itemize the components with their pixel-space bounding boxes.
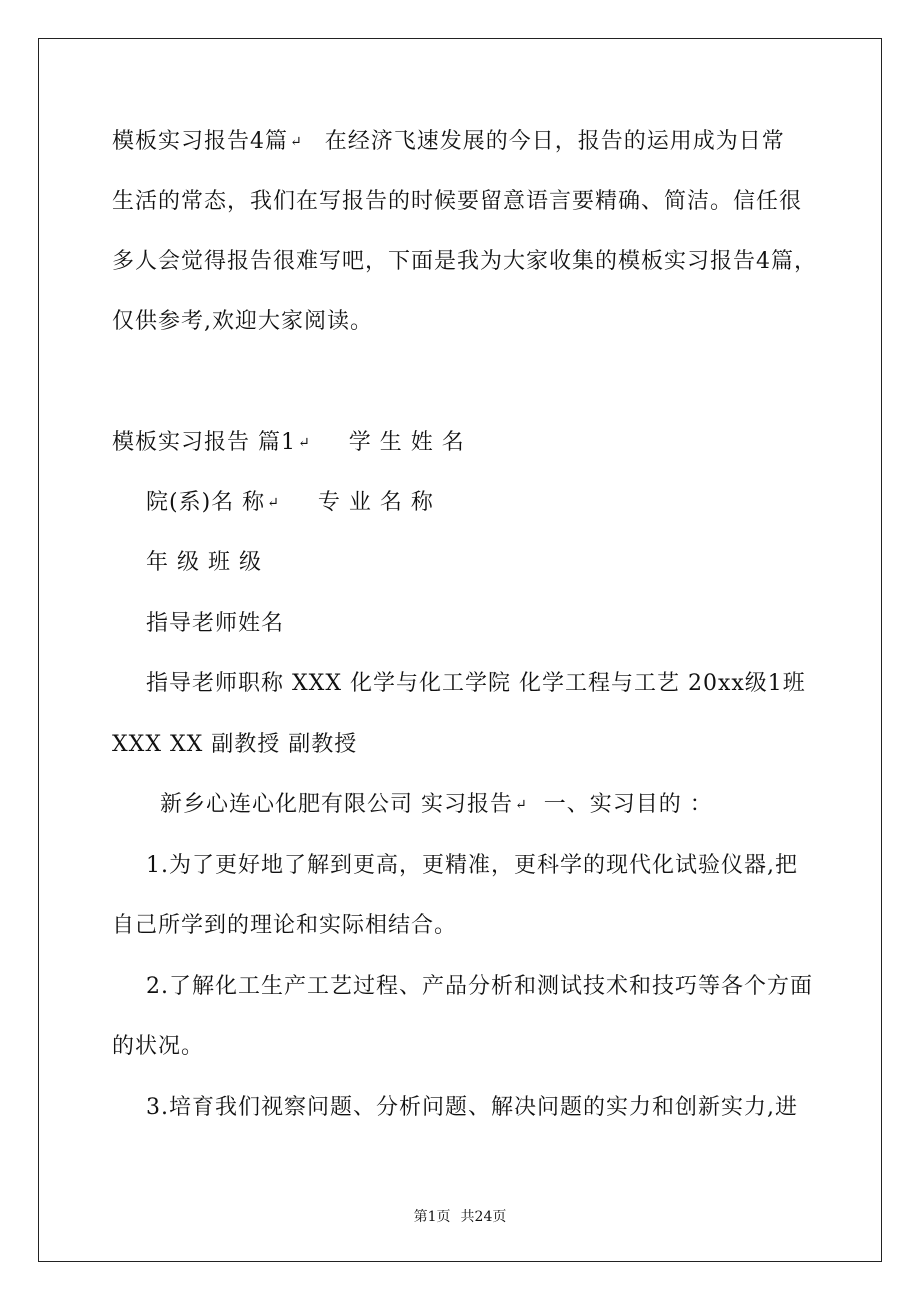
intro-line-3: 多人会觉得报告很难写吧，下面是我为大家收集的模板实习报告4篇， [112, 249, 817, 274]
paragraph-mark-icon: ↵ [515, 797, 528, 813]
paragraph-mark-icon: ↵ [267, 495, 280, 511]
item-3-line-1: 3.培育我们视察问题、分析问题、解决问题的实力和创新实力,进 [146, 1095, 798, 1120]
item-1-line-2: 自己所学到的理论和实际相结合。 [112, 913, 458, 938]
company-report: 新乡心连心化肥有限公司 实习报告 [160, 792, 513, 817]
document-title: 模板实习报告4篇 [112, 129, 288, 154]
section-heading-line [112, 428, 465, 458]
page-border [38, 38, 882, 1262]
page-number: 第1页 [413, 1209, 451, 1225]
page-footer [0, 1207, 920, 1227]
department-line [146, 488, 434, 518]
company-line [160, 790, 713, 820]
section-heading: 模板实习报告 篇1 [112, 430, 296, 455]
purpose-heading: 一、实习目的 ： [543, 792, 713, 817]
intro-line-1 [112, 127, 785, 157]
item-2-line-2: 的状况。 [112, 1034, 205, 1059]
field-grade-class: 年 级 班 级 [146, 550, 262, 575]
advisor-line-cont: XXX XX 副教授 副教授 [112, 732, 358, 757]
page-total: 共24页 [460, 1209, 507, 1225]
field-advisor-name: 指导老师姓名 [146, 611, 285, 636]
item-1-line-1: 1.为了更好地了解到更高，更精准，更科学的现代化试验仪器,把 [146, 853, 798, 878]
field-student-name: 学 生 姓 名 [348, 430, 465, 455]
advisor-line: 指导老师职称 XXX 化学与化工学院 化学工程与工艺 20xx级1班 [146, 671, 806, 696]
intro-line-4: 仅供参考,欢迎大家阅读。 [112, 309, 373, 334]
field-major: 专 业 名 称 [317, 490, 434, 515]
intro-line-2: 生活的常态，我们在写报告的时候要留意语言要精确、简洁。信任很 [112, 189, 803, 214]
item-2-line-1: 2.了解化工生产工艺过程、产品分析和测试技术和技巧等各个方面 [146, 974, 813, 999]
field-department: 院(系)名 称 [146, 490, 266, 515]
paragraph-mark-icon: ↵ [298, 435, 311, 451]
intro-text: 在经济飞速发展的今日，报告的运用成为日常 [324, 129, 785, 154]
paragraph-mark-icon: ↵ [290, 134, 303, 150]
